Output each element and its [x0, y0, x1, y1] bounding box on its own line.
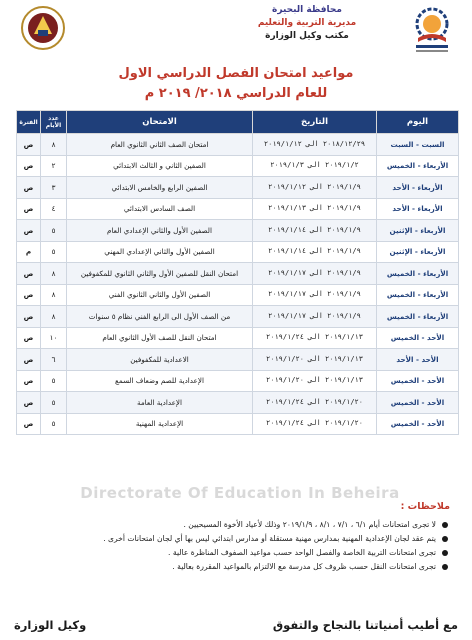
table-row [17, 284, 459, 306]
row-day: السبت - السبت [377, 134, 459, 156]
row-date: ٢٠١٨/١٢/٢٩ الى ٢٠١٩/١/١٢ [253, 134, 377, 156]
row-date: ٢٠١٩/١/٢٠ الى ٢٠١٩/١/٢٤ [253, 392, 377, 414]
table-row [17, 392, 459, 414]
table-row [17, 198, 459, 220]
table-row [17, 263, 459, 285]
row-count: ٥ [41, 413, 67, 435]
header-date: التاريخ [253, 111, 377, 134]
row-period: ص [17, 177, 41, 199]
row-period: ص [17, 392, 41, 414]
row-count: ٦ [41, 349, 67, 371]
row-count: ٥ [41, 220, 67, 242]
row-exam: الصفين الرابع والخامس الابتدائي [67, 177, 253, 199]
row-count: ٨ [41, 134, 67, 156]
row-period: م [17, 241, 41, 263]
letterhead [8, 4, 464, 56]
row-date: ٢٠١٩/١/٩ الى ٢٠١٩/١/١٧ [253, 306, 377, 328]
row-day: الأربعاء - الإثنين [377, 241, 459, 263]
governorate-name: محافظة البحيرة [272, 5, 342, 15]
row-exam: الصفين الثاني و الثالث الابتدائي [67, 155, 253, 177]
row-day: الأربعاء - الأحد [377, 198, 459, 220]
row-day: الأربعاء - الأحد [377, 177, 459, 199]
row-exam: الصفين الأول والثاني الثانوي الفني [67, 284, 253, 306]
table-row [17, 306, 459, 328]
row-exam: امتحان الصف الثاني الثانوي العام [67, 134, 253, 156]
row-exam: امتحان النقل للصفين الأول والثاني الثانوي للمكفوفين [67, 263, 253, 285]
note-item: لا تجرى امتحانات أيام ٦/١ ، ٧/١ ، ٨/١ ، ٢٠١٩/١/٩ وذلك لأعياد الأخوة المسيحيين . [20, 518, 450, 532]
row-count: ٢ [41, 155, 67, 177]
title-line-1: مواعيد امتحان الفصل الدراسي الاول [118, 66, 354, 81]
row-period: ص [17, 263, 41, 285]
directorate-name: مديرية التربية والتعليم [257, 18, 357, 28]
education-directorate-logo-icon [404, 4, 460, 54]
row-period: ص [17, 349, 41, 371]
row-date: ٢٠١٩/١/١٣ الى ٢٠١٩/١/٢٤ [253, 327, 377, 349]
row-day: الأربعاء - الخميس [377, 155, 459, 177]
letterhead-text [242, 4, 372, 43]
row-date: ٢٠١٩/١/٩ الى ٢٠١٩/١/١٤ [253, 241, 377, 263]
row-date: ٢٠١٩/١/٩ الى ٢٠١٩/١/١٧ [253, 263, 377, 285]
notes-title: ملاحظات : [400, 501, 450, 512]
row-period: ص [17, 370, 41, 392]
row-period: ص [17, 306, 41, 328]
row-day: الأربعاء - الإثنين [377, 220, 459, 242]
row-period: ص [17, 220, 41, 242]
row-day: الأحد - الأحد [377, 349, 459, 371]
row-date: ٢٠١٩/١/١٣ الى ٢٠١٩/١/٢٠ [253, 349, 377, 371]
row-exam: الصف السادس الابتدائي [67, 198, 253, 220]
row-exam: الصفين الأول والثاني الإعدادي العام [67, 220, 253, 242]
row-exam: الإعدادية للصم وضعاف السمع [67, 370, 253, 392]
table-row [17, 134, 459, 156]
header-days-count: عدد الأيام [41, 111, 67, 134]
row-count: ١٠ [41, 327, 67, 349]
row-day: الأحد - الخميس [377, 370, 459, 392]
document-title [0, 64, 472, 104]
header-day: اليوم [377, 111, 459, 134]
row-date: ٢٠١٩/١/١٣ الى ٢٠١٩/١/٢٠ [253, 370, 377, 392]
table-row [17, 349, 459, 371]
row-count: ٥ [41, 370, 67, 392]
table-row [17, 177, 459, 199]
row-date: ٢٠١٩/١/٩ الى ٢٠١٩/١/١٢ [253, 177, 377, 199]
row-day: الأربعاء - الخميس [377, 306, 459, 328]
row-period: ص [17, 134, 41, 156]
table-body [17, 134, 459, 435]
note-item: تجرى امتحانات التربية الخاصة والفصل الواحد حسب مواعيد الصفوف المناظرة عالية . [20, 546, 450, 560]
row-date: ٢٠١٩/١/٩ الى ٢٠١٩/١/١٧ [253, 284, 377, 306]
note-item: تجرى امتحانات النقل حسب ظروف كل مدرسة مع الالتزام بالمواعيد المقررة بعالية . [20, 560, 450, 574]
header-period: الفترة [17, 111, 41, 134]
header-exam: الامتحان [67, 111, 253, 134]
exam-schedule-table [16, 110, 459, 435]
note-item: يتم عقد لجان الإعدادية المهنية بمدارس مهنية مستقلة أو مدارس ابتدائي ليس بها أي لجان امتحانات أخرى . [20, 532, 450, 546]
row-exam: الاعدادية للمكفوفين [67, 349, 253, 371]
row-count: ٥ [41, 241, 67, 263]
row-day: الأحد - الخميس [377, 392, 459, 414]
closing-wishes: مع أطيب أمنياتنا بالنجاح والتفوق [272, 618, 458, 632]
row-period: ص [17, 413, 41, 435]
row-period: ص [17, 284, 41, 306]
row-count: ٥ [41, 392, 67, 414]
table-row [17, 327, 459, 349]
table-row [17, 155, 459, 177]
footer [14, 612, 458, 638]
row-count: ٤ [41, 198, 67, 220]
row-count: ٨ [41, 284, 67, 306]
notes-section [20, 500, 450, 574]
row-exam: امتحان النقل للصف الأول الثانوي العام [67, 327, 253, 349]
table-header-row [17, 111, 459, 134]
row-count: ٨ [41, 306, 67, 328]
row-date: ٢٠١٩/١/٩ الى ٢٠١٩/١/١٣ [253, 198, 377, 220]
office-name: مكتب وكيل الوزارة [265, 31, 349, 41]
row-exam: الإعدادية المهنية [67, 413, 253, 435]
table-row [17, 220, 459, 242]
table-row [17, 370, 459, 392]
row-date: ٢٠١٩/١/٢٠ الى ٢٠١٩/١/٢٤ [253, 413, 377, 435]
row-date: ٢٠١٩/١/٩ الى ٢٠١٩/١/١٤ [253, 220, 377, 242]
title-line-2: للعام الدراسي ٢٠١٨/ ٢٠١٩ م [144, 86, 328, 101]
row-exam: الصفين الأول والثاني الإعدادي المهني [67, 241, 253, 263]
watermark-text: Directorate Of Education In Beheira [80, 484, 400, 502]
row-exam: الإعدادية العامة [67, 392, 253, 414]
signature-title: وكيل الوزارة [14, 618, 87, 632]
row-count: ٣ [41, 177, 67, 199]
governorate-seal-icon [12, 4, 74, 54]
row-period: ص [17, 198, 41, 220]
table-row [17, 413, 459, 435]
table-row [17, 241, 459, 263]
row-exam: من الصف الأول الى الرابع الفني نظام ٥ سنوات [67, 306, 253, 328]
row-date: ٢٠١٩/١/٢ الى ٢٠١٩/١/٣ [253, 155, 377, 177]
row-day: الأحد - الخميس [377, 413, 459, 435]
row-period: ص [17, 327, 41, 349]
row-day: الأحد - الخميس [377, 327, 459, 349]
row-period: ص [17, 155, 41, 177]
row-count: ٨ [41, 263, 67, 285]
row-day: الأربعاء - الخميس [377, 284, 459, 306]
row-day: الأربعاء - الخميس [377, 263, 459, 285]
